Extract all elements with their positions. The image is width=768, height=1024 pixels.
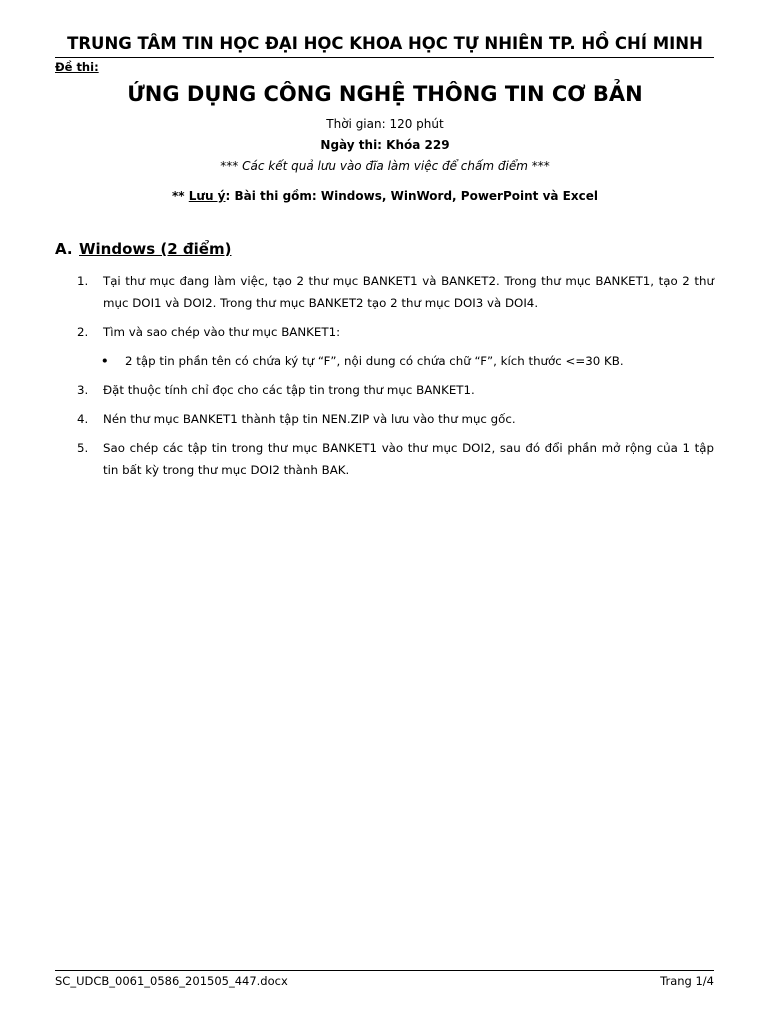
list-item: [55, 379, 714, 401]
section-letter: A.: [55, 240, 73, 258]
item-number: 2.: [77, 325, 89, 339]
footer-page-number: Trang 1/4: [660, 974, 714, 988]
list-item: [55, 321, 714, 343]
section-title: Windows (2 điểm): [79, 240, 232, 258]
list-item: [55, 437, 714, 481]
item-number: 1.: [77, 274, 89, 288]
exam-label: Đề thi:: [55, 60, 99, 74]
item-text: 2 tập tin phần tên có chứa ký tự “F”, nội dung có chứa chữ “F”, kích thước <=30 KB.: [125, 354, 624, 368]
note-text: : Bài thi gồm: Windows, WinWord, PowerPoint và Excel: [225, 189, 598, 203]
exam-time: Thời gian: 120 phút: [326, 117, 444, 131]
exam-title: ỨNG DỤNG CÔNG NGHỆ THÔNG TIN CƠ BẢN: [127, 82, 643, 106]
item-text: Nén thư mục BANKET1 thành tập tin NEN.ZIP và lưu vào thư mục gốc.: [103, 412, 516, 426]
item-number: 3.: [77, 383, 89, 397]
item-text: Đặt thuộc tính chỉ đọc cho các tập tin trong thư mục BANKET1.: [103, 383, 475, 397]
item-text: Sao chép các tập tin trong thư mục BANKET1 vào thư mục DOI2, sau đó đổi phần mở rộng của 1 tập tin bất kỳ trong thư mục DOI2 thành BAK.: [103, 441, 714, 477]
item-text: Tại thư mục đang làm việc, tạo 2 thư mục BANKET1 và BANKET2. Trong thư mục BANKET1, tạo 2 thư mục DOI1 và DOI2. Trong thư mục BANKET2 tạo 2 thư mục DOI3 và DOI4.: [103, 274, 714, 310]
save-note: *** Các kết quả lưu vào đĩa làm việc để chấm điểm ***: [220, 159, 550, 173]
item-text: Tìm và sao chép vào thư mục BANKET1:: [103, 325, 341, 339]
header-title: TRUNG TÂM TIN HỌC ĐẠI HỌC KHOA HỌC TỰ NHIÊN TP. HỒ CHÍ MINH: [67, 34, 703, 53]
section-heading: [55, 240, 231, 258]
item-number: 5.: [77, 441, 89, 455]
list-item: [55, 270, 714, 314]
note-label: Lưu ý: [188, 189, 226, 203]
footer-filename: SC_UDCB_0061_0586_201505_447.docx: [55, 974, 288, 988]
list-item: [55, 408, 714, 430]
task-list: [55, 270, 714, 488]
note-prefix: **: [172, 189, 189, 203]
exam-date: Ngày thi: Khóa 229: [320, 138, 450, 152]
exam-note: [55, 189, 715, 203]
header-divider: [55, 57, 714, 58]
bullet-icon: •: [101, 354, 109, 368]
item-number: 4.: [77, 412, 89, 426]
bullet-item: [55, 350, 714, 372]
footer-divider: [55, 970, 714, 971]
